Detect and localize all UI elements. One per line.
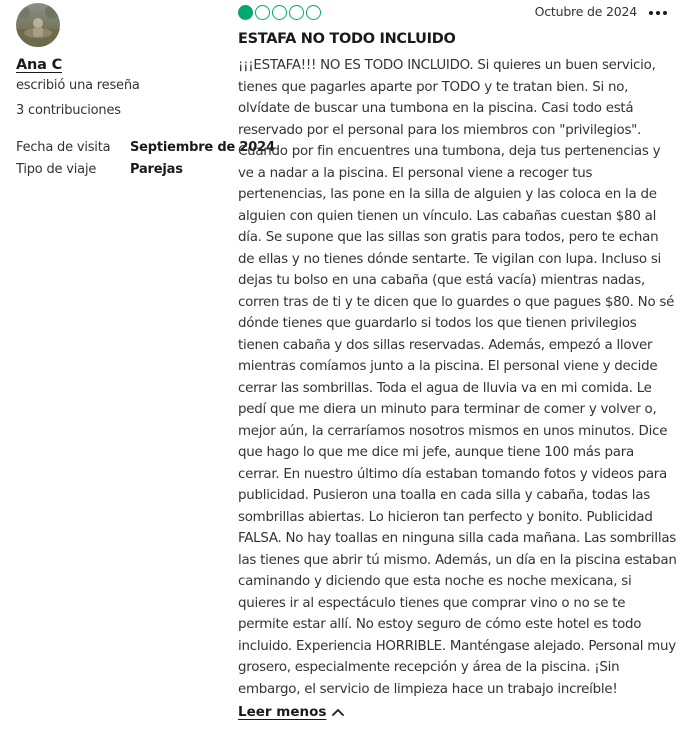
rating-bubble-filled <box>238 5 253 20</box>
review-header <box>238 0 678 26</box>
more-options-icon[interactable] <box>646 2 670 24</box>
dot <box>663 11 667 15</box>
read-less-label: Leer menos <box>238 704 327 720</box>
rating-bubble-empty <box>272 5 287 20</box>
dot <box>656 11 660 15</box>
user-avatar-photo-icon <box>16 3 60 47</box>
review-title: ESTAFA NO TODO INCLUIDO <box>238 31 456 47</box>
trip-type-row <box>16 158 226 180</box>
reviewer-name-link[interactable]: Ana C <box>16 57 63 73</box>
rating-bubble-empty <box>306 5 321 20</box>
review-date: Octubre de 2024 <box>534 4 637 19</box>
dot <box>649 11 653 15</box>
chevron-up-icon <box>332 708 344 716</box>
rating-bubble-empty <box>255 5 270 20</box>
visit-date-value: Septiembre de 2024 <box>130 139 275 155</box>
trip-details <box>16 136 275 180</box>
review-panel <box>238 0 678 720</box>
trip-type-label: Tipo de viaje <box>16 161 97 177</box>
rating-bubble-empty <box>289 5 304 20</box>
contributions-count: 3 contribuciones <box>16 103 121 118</box>
read-less-button[interactable] <box>238 704 344 720</box>
visit-date-label: Fecha de visita <box>16 139 111 155</box>
review-text: ¡¡¡ESTAFA!!! NO ES TODO INCLUIDO. Si quieres un buen servicio, tienes que pagarles aparte por TODO y te tratan bien. Si no, olvídate de buscar una tumbona en la piscina. Casi todo está reservado por el personal para los miembros con "privilegios". Cuando por fin encuentres una tumbona, deja tus pertenencias y ve a nadar a la piscina. El personal viene a recoger tus pertenencias, las pone en la silla de alguien y las coloca en la de alguien con quien tienen un vínculo. Las cabañas cuestan $80 al día. Se supone que las sillas son gratis para todos, pero te echan de ellas y no tienes dónde sentarte. Te vigilan con lupa. Incluso si dejas tu bolso en una cabaña (que está vacía) mientras nadas, corren tras de ti y te dicen que lo guardes o que pagues $80. No sé dónde tienes que guardarlo si todos los que tienen privilegios tienen cabaña y dos sillas reservadas. Además, empezó a llover mientras comíamos junto a la piscina. El personal viene y decide cerrar las sombrillas. Toda el agua de lluvia va en mi comida. Le pedí que me diera un minuto para terminar de comer y volver o, mejor aún, la cerraríamos nosotros mismos en unos minutos. Dice que hago lo que me dice mi jefe, aunque tiene 100 más para cerrar. En nuestro último día estaban tomando fotos y videos para publicidad. Pusieron una toalla en cada silla y cabaña, todas las sombrillas abiertas. Lo hicieron tan perfecto y bonito. Publicidad FALSA. No hay toallas en ninguna silla cada mañana. Las sombrillas las tienes que abrir tú mismo. Además, un día en la piscina estaban caminando y diciendo que esta noche es noche mexicana, si quieres ir al espectáculo tienes que comprar vino o no se te permite estar allí. No estoy seguro de cómo este hotel es todo incluido. Experiencia HORRIBLE. Manténgase alejado. Personal muy grosero, especialmente recepción y área de la piscina. ¡Sin embargo, el servicio de limpieza hace un trabajo increíble! <box>238 58 677 697</box>
avatar[interactable] <box>16 3 60 47</box>
visit-date-row <box>16 136 275 158</box>
reviewer-panel <box>16 3 275 180</box>
rating-bubbles <box>238 5 321 20</box>
trip-type-value: Parejas <box>130 161 183 177</box>
reviewer-action-text: escribió una reseña <box>16 78 140 93</box>
